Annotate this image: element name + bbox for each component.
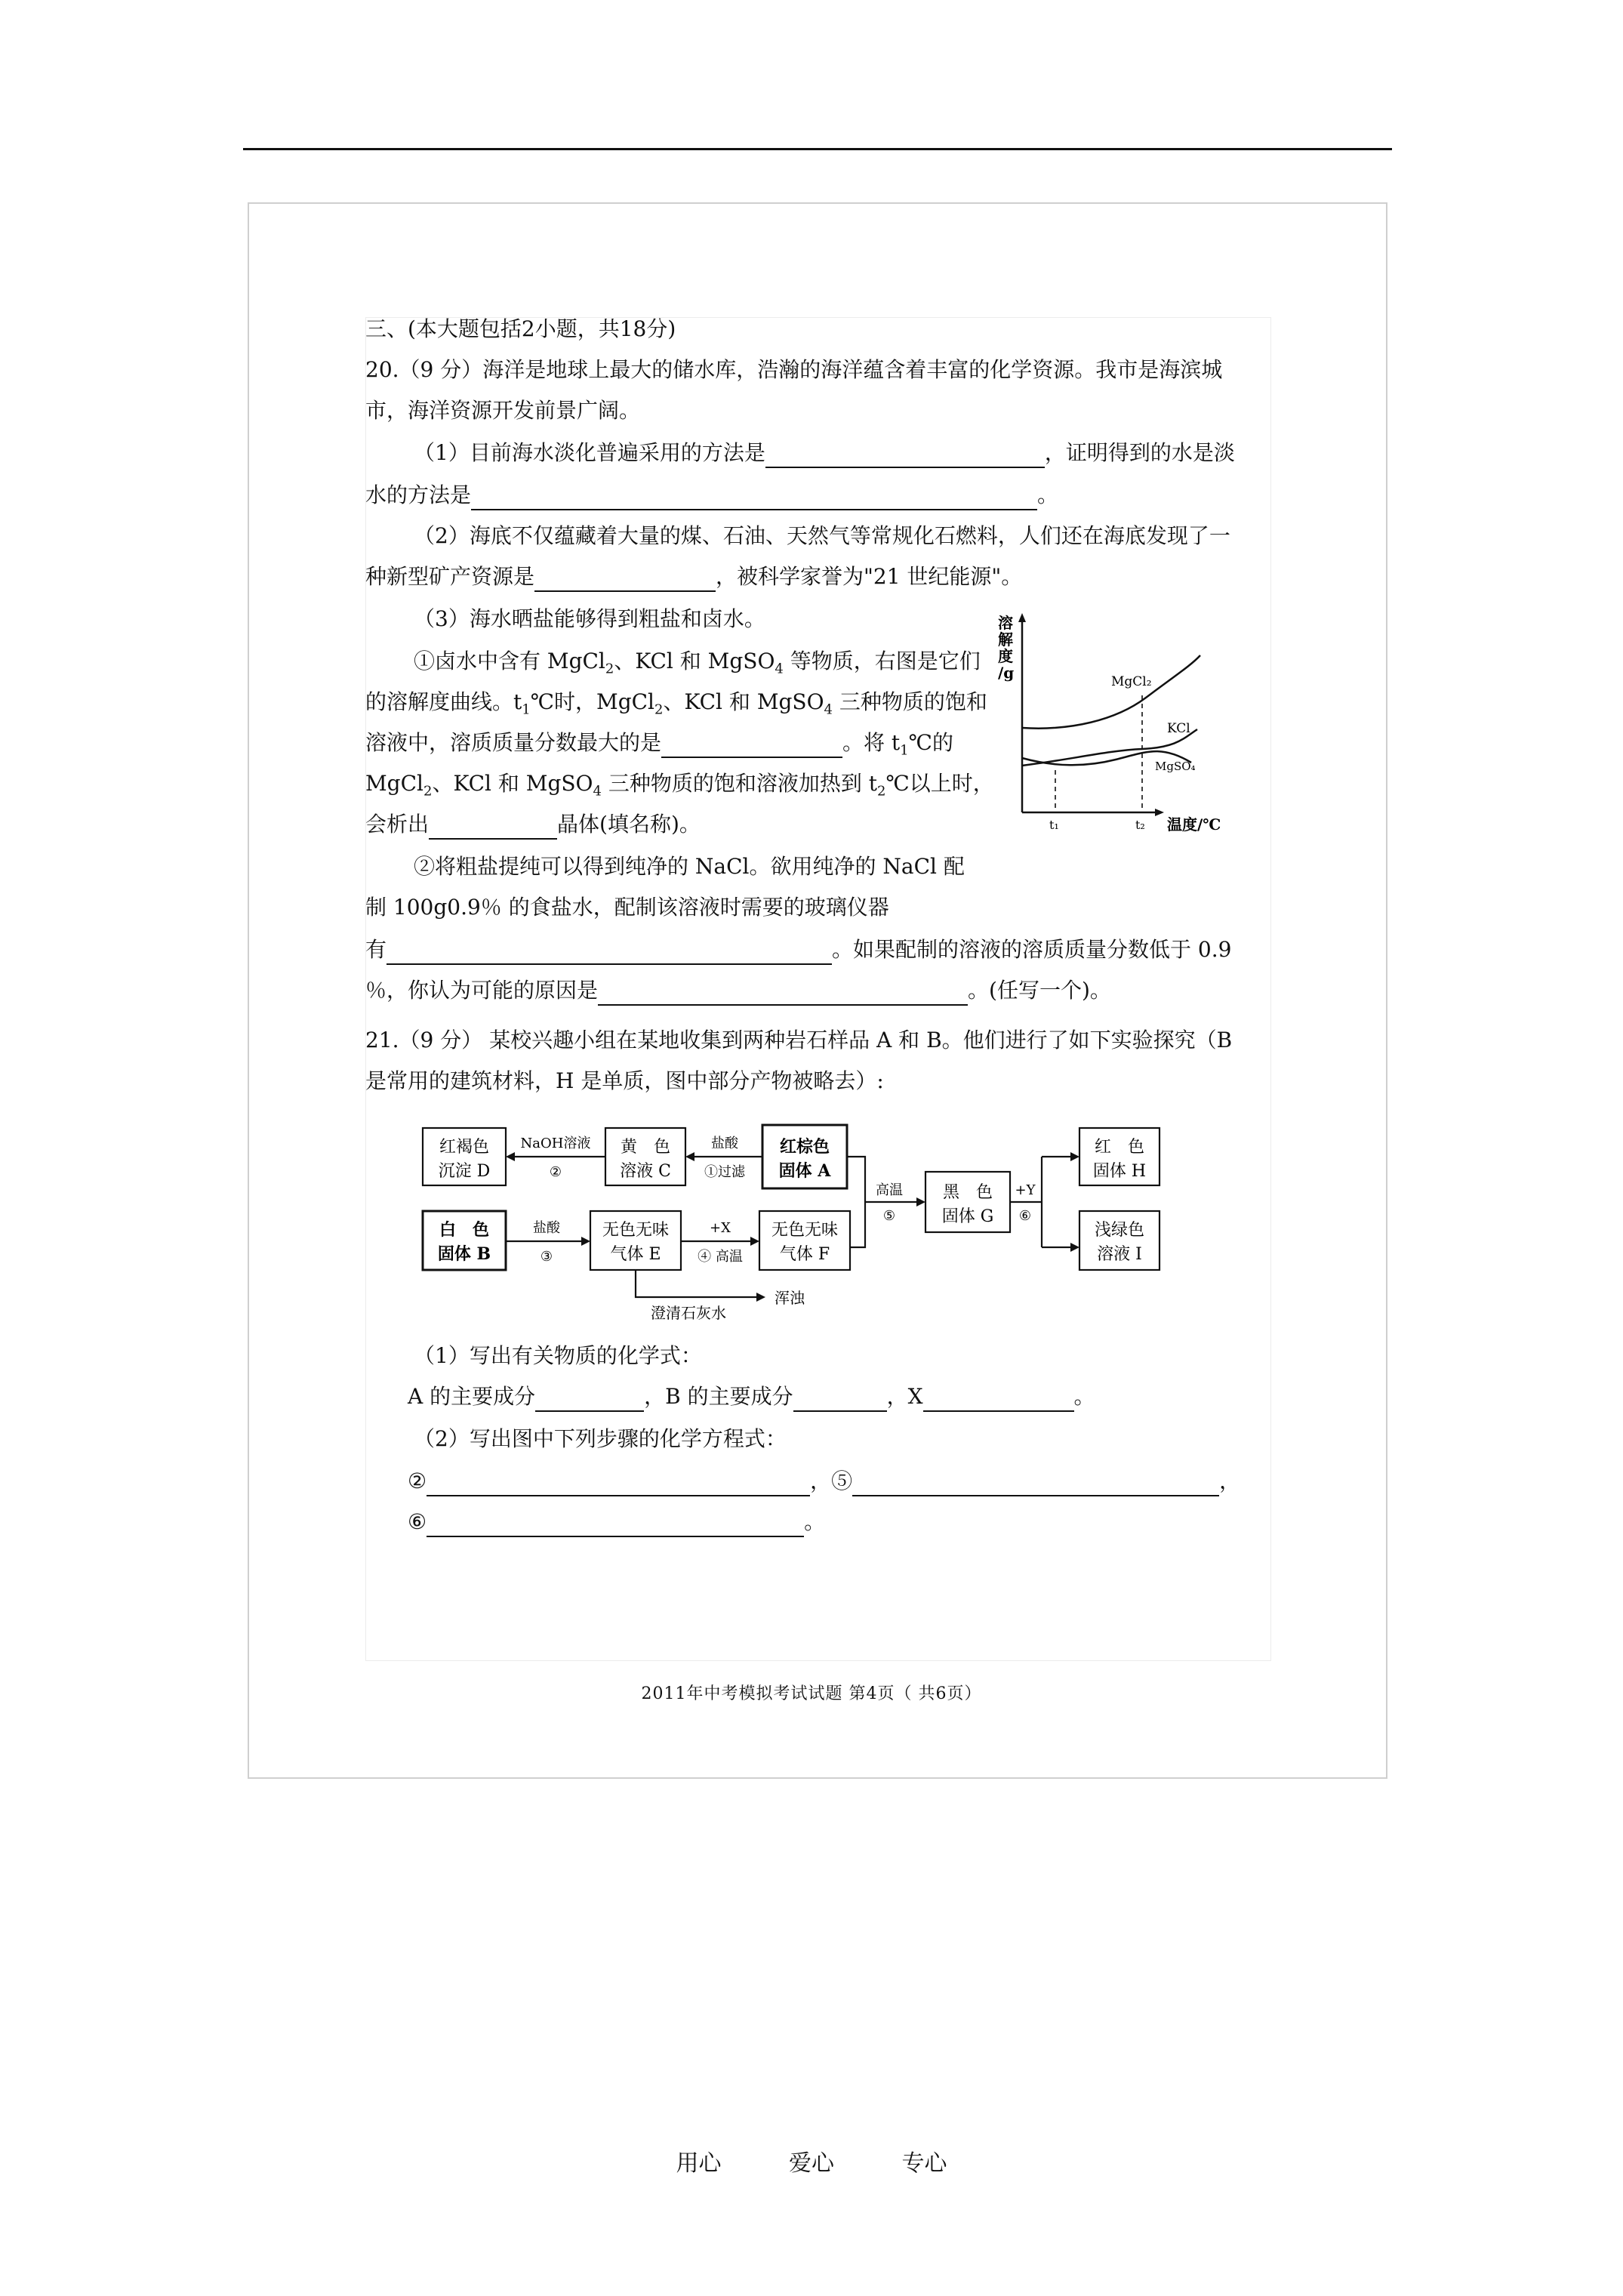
answer-blank[interactable] <box>534 568 716 592</box>
label-hcl-2: 盐酸 <box>533 1220 560 1236</box>
x-axis-arrow <box>1155 809 1164 816</box>
box-C-line-2: 溶液 C <box>620 1162 671 1181</box>
q21-part2-heading: （2）写出图中下列步骤的化学方程式： <box>414 1426 787 1451</box>
answer-blank[interactable] <box>661 734 842 758</box>
arrow-E-limewater <box>636 1270 759 1297</box>
answer-blank[interactable] <box>923 1388 1074 1412</box>
box-C-line-1: 黄 色 <box>620 1138 671 1157</box>
box-F-line-1: 无色无味 <box>771 1221 839 1240</box>
box-D-line-2: 沉淀 D <box>438 1162 491 1181</box>
label-turbid: 浑浊 <box>775 1289 805 1307</box>
q21-part2-line-1: ② ，⑤ ， <box>408 1466 1240 1496</box>
page-footer: 2011年中考模拟考试试题 第4页（ 共6页） <box>641 1684 982 1703</box>
q20-part2-line-2: 种新型矿产资源是 ，被科学家誉为"21 世纪能源"。 <box>365 562 1022 592</box>
arrowhead <box>1070 1152 1079 1161</box>
q20-part3-line-3: 溶液中，溶质质量分数最大的是 。将 $t_1℃$的 <box>365 730 953 759</box>
q20-part3-line-2: 的溶解度曲线。$t_1℃$时，MgCl$_2$、KCl 和 MgSO$_4$ 三种物质的饱和 <box>365 689 987 718</box>
label-step6: ⑥ <box>1018 1208 1032 1224</box>
mgso4-label: MgSO₄ <box>1155 760 1196 773</box>
q21-intro-line-1: 21.（9 分） 某校兴趣小组在某地收集到两种岩石样品 A 和 B。他们进行了如下实验探究（B <box>365 1028 1233 1052</box>
q20-part1-line-1: （1）目前海水淡化普遍采用的方法是 ，证明得到的水是淡 <box>414 438 1235 468</box>
box-G-line-2: 固体 G <box>941 1207 994 1226</box>
answer-blank[interactable] <box>427 1513 804 1537</box>
box-E-line-2: 气体 E <box>610 1245 661 1264</box>
answer-blank[interactable] <box>429 815 557 840</box>
label-plus-y: +Y <box>1015 1182 1036 1198</box>
graph-ylabel-1: 溶 <box>998 614 1013 632</box>
label-step5: ⑤ <box>882 1208 896 1224</box>
arrowhead <box>581 1237 590 1246</box>
answer-blank[interactable] <box>793 1388 887 1412</box>
box-B-line-2: 固体 B <box>437 1244 491 1264</box>
motto-word: 用心 <box>676 2150 722 2177</box>
arrowhead <box>756 1293 765 1302</box>
label-plus-x: +X <box>710 1220 731 1236</box>
q21-intro-line-2: 是常用的建筑材料，H 是单质，图中部分产物被略去）: <box>365 1068 884 1093</box>
experiment-flowchart <box>408 1110 1178 1329</box>
kcl-label: KCl <box>1167 721 1190 736</box>
q20-part3-line-7: 制 100g0.9％ 的食盐水，配制该溶液时需要的玻璃仪器 <box>365 895 889 920</box>
section-heading: 三、(本大题包括2小题，共18分) <box>365 316 676 341</box>
label-step3: ③ <box>540 1249 553 1265</box>
answer-blank[interactable] <box>765 444 1045 468</box>
answer-blank[interactable] <box>852 1472 1219 1496</box>
q21-part1-heading: （1）写出有关物质的化学式： <box>414 1343 702 1368</box>
answer-blank[interactable] <box>427 1472 810 1496</box>
q20-intro-line-2: 市，海洋资源开发前景广阔。 <box>365 398 641 423</box>
arrowhead <box>1070 1243 1079 1252</box>
box-B-line-1: 白 色 <box>439 1220 490 1240</box>
box-I-line-1: 浅绿色 <box>1094 1221 1145 1240</box>
arrowhead <box>750 1237 759 1246</box>
box-D-line-1: 红褐色 <box>439 1138 490 1157</box>
header-rule <box>243 148 1392 150</box>
label-hcl-1: 盐酸 <box>711 1136 738 1151</box>
box-G-line-1: 黑 色 <box>942 1183 993 1202</box>
answer-blank[interactable] <box>387 941 832 965</box>
box-F-line-2: 气体 F <box>779 1245 830 1264</box>
label-step4: ④ 高温 <box>698 1249 743 1265</box>
label-naoh: NaOH溶液 <box>520 1136 591 1151</box>
q20-part1-line-2: 水的方法是 。 <box>365 480 1058 510</box>
motto-word: 爱心 <box>789 2150 834 2177</box>
answer-blank[interactable] <box>598 982 968 1006</box>
q21-part2-line-2: ⑥ 。 <box>408 1507 825 1537</box>
arrowhead <box>506 1152 515 1161</box>
q20-part3-heading: （3）海水晒盐能够得到粗盐和卤水。 <box>414 606 765 631</box>
t1-label: t₁ <box>1049 818 1059 832</box>
q20-part2-line-1: （2）海底不仅蕴藏着大量的煤、石油、天然气等常规化石燃料，人们还在海底发现了一 <box>414 523 1230 548</box>
q20-part3-line-6: ②将粗盐提纯可以得到纯净的 NaCl。欲用纯净的 NaCl 配 <box>414 854 965 879</box>
label-step1: ①过滤 <box>704 1164 745 1180</box>
label-gaowen-5: 高温 <box>876 1182 903 1198</box>
box-H-line-1: 红 色 <box>1094 1138 1145 1157</box>
motto-word: 专心 <box>901 2150 947 2177</box>
y-axis-arrow <box>1018 613 1026 622</box>
q20-part3-line-9: ％，你认为可能的原因是 。(任写一个)。 <box>365 975 1111 1006</box>
q20-part3-line-5: 会析出 晶体(填名称)。 <box>365 809 701 840</box>
graph-ylabel-4: /g <box>998 664 1015 682</box>
q20-part3-line-8: 有 。如果配制的溶液的溶质质量分数低于 0.9 <box>365 935 1231 965</box>
solubility-graph <box>995 609 1244 843</box>
box-I-line-2: 溶液 I <box>1097 1245 1142 1264</box>
q20-part3-line-1: ①卤水中含有 MgCl$_2$、KCl 和 MgSO$_4$ 等物质，右图是它们 <box>414 649 981 677</box>
label-step2: ② <box>549 1164 562 1180</box>
answer-blank[interactable] <box>535 1388 644 1412</box>
arrowhead <box>916 1197 925 1207</box>
box-A-line-1: 红棕色 <box>779 1137 830 1157</box>
box-H-line-2: 固体 H <box>1092 1162 1147 1181</box>
q20-part3-line-4: MgCl$_2$、KCl 和 MgSO$_4$ 三种物质的饱和溶液加热到 $t_2℃$以上时， <box>365 771 994 800</box>
mgcl2-curve <box>1022 655 1200 729</box>
graph-ylabel-3: 度 <box>998 647 1013 665</box>
motto <box>0 2144 1623 2177</box>
graph-ylabel-2: 解 <box>998 630 1013 649</box>
box-E-line-1: 无色无味 <box>602 1221 670 1240</box>
label-limewater: 澄清石灰水 <box>651 1304 726 1322</box>
q20-intro-line-1: 20.（9 分）海洋是地球上最大的储水库，浩瀚的海洋蕴含着丰富的化学资源。我市是海滨城 <box>365 357 1223 382</box>
mgcl2-label: MgCl₂ <box>1111 674 1152 689</box>
q21-part1-answers: A 的主要成分 ，B 的主要成分 ，X 。 <box>408 1382 1095 1412</box>
box-A-line-2: 固体 A <box>778 1161 831 1181</box>
graph-xlabel: 温度/℃ <box>1167 815 1221 834</box>
answer-blank[interactable] <box>471 486 1037 510</box>
arrowhead <box>685 1152 694 1161</box>
t2-label: t₂ <box>1135 818 1145 832</box>
